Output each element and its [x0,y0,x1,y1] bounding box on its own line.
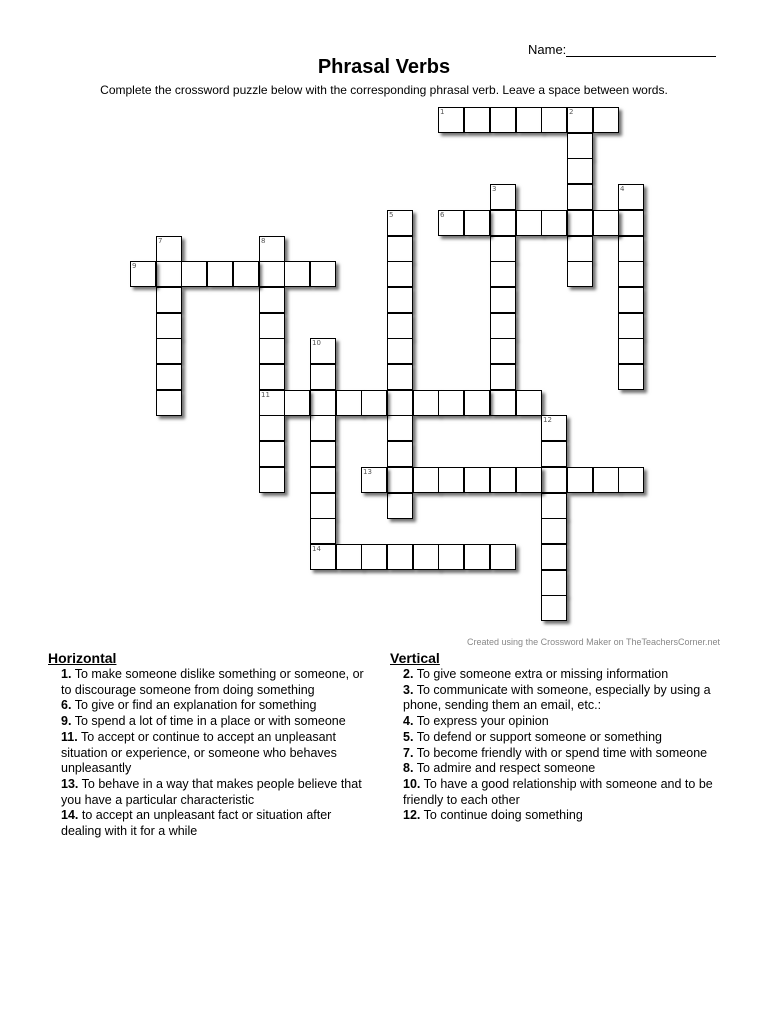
crossword-cell[interactable] [541,518,567,544]
crossword-cell[interactable] [593,210,619,236]
crossword-cell[interactable] [490,184,516,210]
clue-number: 10 [312,339,321,347]
crossword-cell[interactable] [387,441,413,467]
crossword-cell[interactable] [464,107,490,133]
crossword-cell[interactable] [516,467,542,493]
crossword-cell[interactable] [310,261,336,287]
vertical-clue [403,683,720,714]
clue-number: 1. [61,667,72,681]
clue-number: 13 [363,468,372,476]
crossword-cell[interactable] [156,236,182,262]
crossword-cell[interactable] [490,467,516,493]
crossword-cell[interactable] [387,390,413,416]
crossword-cell[interactable] [387,467,413,493]
clue-text: to accept an unpleasant fact or situation after dealing with it for a while [61,808,332,839]
crossword-cell[interactable] [541,570,567,596]
crossword-cell[interactable] [130,261,156,287]
horizontal-clue [61,667,368,698]
crossword-cell[interactable] [387,261,413,287]
credit-text: Created using the Crossword Maker on TheTeachersCorner.net [467,637,720,647]
clue-text: To defend or support someone or something [416,729,662,744]
clue-text: To give or find an explanation for something [74,698,317,713]
crossword-cell[interactable] [387,415,413,441]
crossword-cell[interactable] [156,364,182,390]
horizontal-clue [61,808,368,839]
crossword-cell[interactable] [413,467,439,493]
crossword-cell[interactable] [438,390,464,416]
crossword-cell[interactable] [567,133,593,159]
crossword-cell[interactable] [516,107,542,133]
crossword-cell[interactable] [541,493,567,519]
crossword-cell[interactable] [567,261,593,287]
crossword-cell[interactable] [438,210,464,236]
crossword-cell[interactable] [490,287,516,313]
crossword-cell[interactable] [387,313,413,339]
name-label: Name: [528,42,567,57]
crossword-cell[interactable] [336,390,362,416]
crossword-cell[interactable] [567,184,593,210]
horizontal-clue [61,714,368,730]
crossword-cell[interactable] [516,390,542,416]
clue-number: 10. [403,776,421,791]
crossword-cell[interactable] [156,390,182,416]
crossword-cell[interactable] [541,467,567,493]
clue-number: 5 [389,211,394,219]
crossword-cell[interactable] [541,210,567,236]
crossword-cell[interactable] [541,441,567,467]
vertical-clue [403,730,720,746]
crossword-cell[interactable] [618,236,644,262]
crossword-cell[interactable] [259,313,285,339]
crossword-cell[interactable] [310,467,336,493]
clue-number: 11 [261,391,270,399]
clue-number: 1 [440,108,445,116]
crossword-cell[interactable] [490,313,516,339]
clue-text: To continue doing something [423,808,583,823]
crossword-cell[interactable] [336,544,362,570]
clue-number: 7 [158,237,163,245]
vertical-clue [403,761,720,777]
crossword-cell[interactable] [259,287,285,313]
horizontal-heading: Horizontal [48,650,117,666]
clue-text: To make someone dislike something or someone, or to discourage someone from doing something [61,667,364,697]
clue-number: 8 [261,237,266,245]
crossword-cell[interactable] [413,390,439,416]
crossword-cell[interactable] [541,595,567,621]
crossword-cell[interactable] [233,261,259,287]
crossword-cell[interactable] [387,236,413,262]
clue-number: 2 [569,108,574,116]
crossword-cell[interactable] [618,287,644,313]
crossword-cell[interactable] [310,390,336,416]
crossword-cell[interactable] [310,415,336,441]
crossword-cell[interactable] [490,338,516,364]
vertical-clue [403,808,720,824]
vertical-clue [403,777,720,808]
crossword-cell[interactable] [490,261,516,287]
crossword-cell[interactable] [156,287,182,313]
crossword-cell[interactable] [310,493,336,519]
vertical-clue [403,714,720,730]
crossword-cell[interactable] [438,467,464,493]
clue-text: To communicate with someone, especially by using a phone, sending them an email, etc.: [403,682,711,713]
crossword-cell[interactable] [284,261,310,287]
crossword-cell[interactable] [567,107,593,133]
crossword-cell[interactable] [310,518,336,544]
clue-number: 12. [403,808,421,823]
horizontal-clue [61,777,368,808]
crossword-cell[interactable] [464,544,490,570]
clue-text: To become friendly with or spend time with someone [416,745,708,760]
crossword-cell[interactable] [490,210,516,236]
crossword-cell[interactable] [259,338,285,364]
clue-number: 6. [61,698,72,713]
vertical-clue [403,746,720,762]
clue-number: 9. [61,714,72,729]
clue-number: 11. [61,729,78,744]
crossword-cell[interactable] [413,544,439,570]
crossword-cell[interactable] [541,415,567,441]
crossword-cell[interactable] [259,415,285,441]
crossword-cell[interactable] [438,544,464,570]
crossword-cell[interactable] [310,338,336,364]
crossword-cell[interactable] [387,364,413,390]
clue-text: To give someone extra or missing information [416,667,669,681]
page-title: Phrasal Verbs [317,56,451,78]
crossword-cell[interactable] [156,313,182,339]
clue-number: 5. [403,729,414,744]
crossword-cell[interactable] [567,158,593,184]
crossword-cell[interactable] [567,210,593,236]
crossword-cell[interactable] [618,184,644,210]
crossword-cell[interactable] [516,210,542,236]
crossword-cell[interactable] [464,210,490,236]
crossword-cell[interactable] [387,287,413,313]
crossword-cell[interactable] [207,261,233,287]
clue-number: 2. [403,667,414,681]
clue-number: 14 [312,545,321,553]
crossword-cell[interactable] [310,544,336,570]
crossword-cell[interactable] [541,544,567,570]
crossword-cell[interactable] [156,338,182,364]
crossword-cell[interactable] [593,107,619,133]
crossword-cell[interactable] [156,261,182,287]
crossword-cell[interactable] [618,338,644,364]
crossword-cell[interactable] [387,338,413,364]
instructions: Complete the crossword puzzle below with the corresponding phrasal verb. Leave a space between words. [100,83,668,97]
crossword-cell[interactable] [618,313,644,339]
crossword-cell[interactable] [259,390,285,416]
crossword-cell[interactable] [181,261,207,287]
clue-number: 8. [403,761,414,776]
clue-number: 12 [543,416,552,424]
clue-number: 3 [492,185,497,193]
crossword-cell[interactable] [490,544,516,570]
crossword-cell[interactable] [259,261,285,287]
clue-number: 7. [403,745,414,760]
crossword-cell[interactable] [259,236,285,262]
crossword-cell[interactable] [259,364,285,390]
crossword-cell[interactable] [464,390,490,416]
crossword-cell[interactable] [490,107,516,133]
crossword-cell[interactable] [259,467,285,493]
crossword-cell[interactable] [490,390,516,416]
crossword-cell[interactable] [541,107,567,133]
crossword-cell[interactable] [464,467,490,493]
crossword-cell[interactable] [490,236,516,262]
crossword-cell[interactable] [618,210,644,236]
clue-text: To accept or continue to accept an unpleasant situation or experience, or someone who behaves unpleasantly [61,729,337,776]
crossword-cell[interactable] [310,364,336,390]
crossword-cell[interactable] [618,364,644,390]
clue-number: 14. [61,808,79,823]
clue-number: 13. [61,776,79,791]
crossword-cell[interactable] [387,544,413,570]
crossword-cell[interactable] [387,210,413,236]
vertical-clues [390,650,720,824]
vertical-heading: Vertical [390,650,440,666]
crossword-cell[interactable] [567,467,593,493]
clue-number: 3. [403,682,414,697]
crossword-cell[interactable] [361,544,387,570]
crossword-cell[interactable] [593,467,619,493]
crossword-cell[interactable] [361,390,387,416]
horizontal-clue [61,698,368,714]
clue-text: To behave in a way that makes people believe that you have a particular characteristic [61,776,362,807]
clue-number: 4. [403,714,414,729]
crossword-cell[interactable] [567,236,593,262]
crossword-cell[interactable] [618,467,644,493]
crossword-cell[interactable] [259,441,285,467]
clue-text: To admire and respect someone [416,761,596,776]
clue-text: To express your opinion [416,714,549,729]
crossword-cell[interactable] [490,364,516,390]
clue-text: To spend a lot of time in a place or with someone [74,714,346,729]
crossword-cell[interactable] [310,441,336,467]
horizontal-clues [48,650,368,840]
clue-text: To have a good relationship with someone and to be friendly to each other [403,776,713,807]
clue-number: 4 [620,185,625,193]
crossword-cell[interactable] [387,493,413,519]
clue-number: 6 [440,211,445,219]
crossword-cell[interactable] [618,261,644,287]
crossword-cell[interactable] [438,107,464,133]
crossword-cell[interactable] [361,467,387,493]
crossword-cell[interactable] [284,390,310,416]
horizontal-clue [61,730,368,777]
vertical-clue [403,667,720,683]
clue-number: 9 [132,262,137,270]
